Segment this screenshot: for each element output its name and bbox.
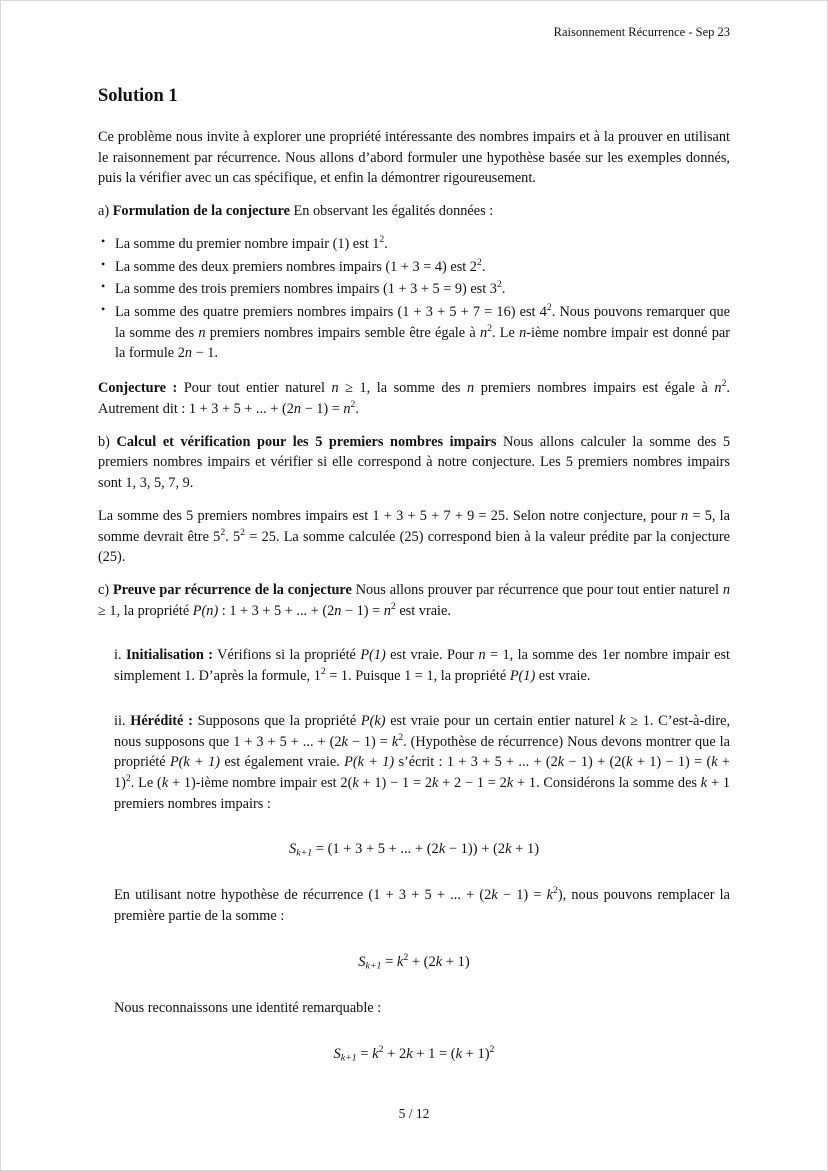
- text-run: = 25. La somme calculée (25) correspond bien à la valeur prédite par la conjecture (25).: [98, 528, 731, 566]
- superscript: 2: [320, 666, 326, 678]
- text-run: .: [501, 281, 506, 298]
- bullet-item: [101, 234, 730, 255]
- text-run: =: [356, 1045, 373, 1062]
- text-run: est également vraie.: [220, 754, 345, 771]
- bullet-item: [101, 302, 730, 364]
- page-footer: [1, 1106, 827, 1122]
- math-var: k: [557, 754, 565, 771]
- text-run: + 1): [114, 754, 730, 791]
- paragraph: [98, 506, 730, 568]
- bold-run: Initialisation :: [125, 647, 214, 664]
- subscript: k+1: [365, 960, 382, 972]
- bold-run: Calcul et vérification pour les 5 premiers nombres impairs: [116, 433, 497, 450]
- text-run: ), nous pouvons remplacer la première partie de la somme :: [114, 887, 730, 925]
- superscript: 2: [350, 399, 356, 411]
- math-var: k: [431, 774, 439, 791]
- text-run: Nous allons calculer la somme des 5 premiers nombres impairs et vérifier si elle correspond à notre conjecture. Les 5 premiers nombres impairs sont 1, 3, 5, 7, 9.: [98, 433, 731, 492]
- math-var: k: [506, 774, 514, 791]
- math-var: k: [435, 953, 443, 970]
- text-run: Supposons que la propriété: [192, 712, 361, 729]
- text-run: ii.: [114, 712, 131, 729]
- text-run: .: [384, 235, 388, 252]
- text-run: + 1): [442, 953, 470, 970]
- math-var: k: [546, 887, 553, 904]
- math-var: n: [334, 602, 342, 619]
- paragraph: [98, 432, 730, 494]
- text-run: + 1): [462, 1045, 490, 1062]
- content: [98, 127, 730, 1063]
- text-run: Nous allons prouver par récurrence que pour tout entier naturel: [351, 581, 723, 598]
- math-var: k: [491, 887, 498, 904]
- bold-run: Conjecture :: [98, 380, 178, 397]
- math-formula: [98, 841, 730, 858]
- superscript: 2: [489, 1043, 495, 1055]
- text-run: 5 + ... + (2: [494, 754, 558, 771]
- superscript: 2: [220, 526, 226, 538]
- math-var: n: [722, 581, 730, 598]
- text-run: − 1) =: [497, 887, 547, 904]
- bold-run: Hérédité :: [130, 712, 193, 729]
- superscript: 2: [379, 234, 385, 246]
- math-var: k: [455, 1045, 463, 1062]
- paragraph: [114, 645, 730, 686]
- page-number: 5 / 12: [398, 1106, 430, 1121]
- text-run: + 2: [383, 1045, 407, 1062]
- text-run: . Le: [491, 324, 520, 341]
- bold-run: Preuve par récurrence de la conjecture: [112, 581, 352, 598]
- bold-run: Formulation de la conjecture: [112, 203, 290, 220]
- math-var: k: [619, 712, 626, 729]
- text-run: premiers nombres impairs semble être égale à: [205, 324, 480, 341]
- text-run: a): [98, 203, 113, 220]
- math-var: S: [288, 841, 297, 858]
- math-var: k: [406, 1045, 413, 1062]
- text-run: .: [481, 258, 486, 275]
- text-run: est vraie. Pour: [385, 647, 479, 664]
- text-run: =: [381, 953, 397, 970]
- math-var: P(k): [360, 712, 386, 729]
- paragraph: [98, 580, 730, 621]
- math-var: n: [198, 324, 206, 341]
- text-run: La somme des 5 premiers nombres impairs est 1 + 3 + 5 + 7 + 9 = 25. Selon notre conjecture, pour: [98, 507, 682, 524]
- text-run: − 1) =: [301, 400, 344, 417]
- math-var: k: [438, 841, 446, 858]
- math-var: k: [341, 733, 348, 750]
- text-run: . 5: [225, 528, 241, 545]
- text-run: En observant les égalités données :: [289, 203, 494, 220]
- math-var: n: [478, 647, 486, 664]
- text-run: = 1. Puisque 1 = 1, la propriété: [325, 668, 510, 685]
- text-run: + 1 premiers nombres impairs :: [114, 774, 730, 812]
- text-run: − 1) =: [347, 733, 392, 750]
- text-run: + 1) −: [358, 774, 402, 791]
- math-formula: [98, 1043, 730, 1064]
- subscript: k+1: [296, 847, 313, 859]
- text-run: est vraie.: [395, 602, 451, 619]
- math-var: P(k + 1): [344, 754, 395, 771]
- text-run: i.: [114, 647, 126, 664]
- text-run: = (1 + 3 + 5 + ... + (2: [312, 841, 439, 858]
- text-run: . (Hypothèse de récurrence) Nous devons montrer que la propriété: [114, 733, 730, 771]
- superscript: 2: [546, 302, 552, 314]
- math-var: k: [626, 754, 633, 771]
- text-run: + 2 − 1 = 2: [438, 774, 507, 791]
- text-run: + 1): [511, 841, 540, 858]
- paragraph: [114, 885, 730, 926]
- text-run: + 1)-ième nombre impair est 2(: [168, 774, 353, 791]
- text-run: ≥ 1, la somme des: [338, 380, 468, 397]
- paragraph: [98, 127, 730, 189]
- superscript: 2: [378, 1043, 384, 1055]
- bullet-item: [101, 257, 730, 278]
- text-run: Vérifions si la propriété: [213, 647, 361, 664]
- math-var: P(1): [360, 647, 386, 664]
- math-var: k: [700, 774, 708, 791]
- superscript: 2: [390, 600, 396, 612]
- text-run: b): [98, 433, 117, 450]
- text-run: 1 = 2: [401, 774, 432, 791]
- math-var: n: [681, 507, 689, 524]
- math-var: k: [161, 774, 169, 791]
- superscript: 2: [125, 773, 131, 785]
- text-run: Pour tout entier naturel: [177, 380, 332, 397]
- text-run: Nous reconnaissons une identité remarquable :: [114, 999, 382, 1016]
- math-var: n: [519, 324, 527, 341]
- text-run: Ce problème nous invite à explorer une propriété intéressante des nombres impairs et à la prouver en utilisant le raisonnement par récurrence. Nous allons d’abord formuler une hypothèse basée sur les exemples donnés, puis la vérifier avec un cas spécifique, et enfin la démontrer rigoureusement.: [98, 129, 730, 187]
- math-var: k: [391, 733, 399, 750]
- page-title: Solution 1: [98, 86, 178, 106]
- superscript: 2: [398, 731, 404, 743]
- text-run: − 1) + (2(: [564, 754, 627, 771]
- paragraph: [114, 711, 730, 815]
- text-run: est vraie pour un certain entier naturel: [385, 712, 620, 729]
- subscript: k+1: [340, 1052, 357, 1064]
- text-run: . Autrement dit : 1 + 3 + 5 + ... + (2: [98, 380, 730, 417]
- math-var: n: [331, 380, 339, 397]
- superscript: 2: [403, 952, 409, 964]
- math-var: P(1): [509, 668, 536, 685]
- text-run: + (2: [408, 953, 436, 970]
- text-run: + 1) − 1) = (: [632, 754, 712, 771]
- text-run: -ième nombre impair est donné par la formule 2: [115, 324, 730, 362]
- paragraph: [114, 998, 730, 1019]
- text-run: ≥ 1. C’est-à-dire, nous supposons que 1 + 3 + 5 + ... + (2: [114, 712, 731, 750]
- superscript: 2: [721, 378, 727, 390]
- text-run: − 1)) + (2: [445, 841, 506, 858]
- math-var: S: [358, 953, 366, 970]
- text-run: c): [98, 581, 113, 598]
- superscript: 2: [496, 279, 502, 291]
- math-var: k: [352, 774, 359, 791]
- text-run: .: [355, 400, 359, 417]
- math-var: n: [479, 324, 488, 341]
- paragraph: [98, 201, 730, 222]
- page-header: [98, 25, 730, 40]
- text-run: est vraie.: [535, 668, 591, 685]
- header-text: Raisonnement Récurrence - Sep 23: [553, 25, 730, 39]
- text-run: La somme des quatre premiers nombres impairs (1 + 3 + 5 + 7 = 16) est 4: [115, 304, 547, 321]
- text-run: ≥ 1, la propriété: [98, 602, 193, 619]
- text-run: − 1.: [192, 345, 218, 362]
- math-var: n: [467, 380, 475, 397]
- bullet-item: [101, 279, 730, 300]
- text-run: . Nous pouvons remarquer que la somme des: [115, 304, 730, 341]
- text-run: . Le (: [130, 774, 162, 791]
- math-var: k: [372, 1045, 379, 1062]
- math-var: P(k + 1): [169, 754, 220, 771]
- text-run: La somme des deux premiers nombres impairs (1 + 3 = 4) est 2: [115, 258, 477, 275]
- math-formula: [98, 954, 730, 971]
- superscript: 2: [552, 885, 558, 897]
- text-run: = 1, la somme des 1er nombre impair est simplement 1. D’après la formule, 1: [114, 647, 730, 685]
- text-run: premiers nombres impairs est égale à: [474, 380, 715, 397]
- text-run: + 1 = (: [412, 1045, 456, 1062]
- bullet-list: [98, 234, 730, 364]
- text-run: = 5, la somme devrait être 5: [98, 507, 730, 545]
- math-var: S: [333, 1045, 341, 1062]
- text-run: La somme du premier nombre impair (1) est 1: [115, 235, 380, 252]
- math-var: k: [505, 841, 512, 858]
- paragraph: [98, 378, 730, 419]
- text-run: + 1. Considérons la somme des: [513, 774, 701, 791]
- math-var: n: [343, 400, 351, 417]
- text-run: − 1) =: [341, 602, 384, 619]
- math-var: k: [711, 754, 718, 771]
- text-run: La somme des trois premiers nombres impairs (1 + 3 + 5 = 9) est 3: [115, 281, 497, 298]
- superscript: 2: [240, 526, 246, 538]
- math-var: k: [396, 953, 404, 970]
- text-run: : 1 + 3 + 5 + ... + (2: [218, 602, 335, 619]
- text-run: En utilisant notre hypothèse de récurrence (1 + 3 + 5 + ... + (2: [114, 887, 492, 904]
- text-run: s’écrit : 1 + 3 +: [394, 754, 495, 771]
- math-var: P(n): [192, 602, 219, 619]
- superscript: 2: [487, 322, 492, 334]
- math-var: n: [383, 602, 391, 619]
- superscript: 2: [476, 256, 482, 268]
- math-var: n: [293, 400, 302, 417]
- math-var: n: [714, 380, 722, 397]
- math-var: n: [184, 345, 193, 362]
